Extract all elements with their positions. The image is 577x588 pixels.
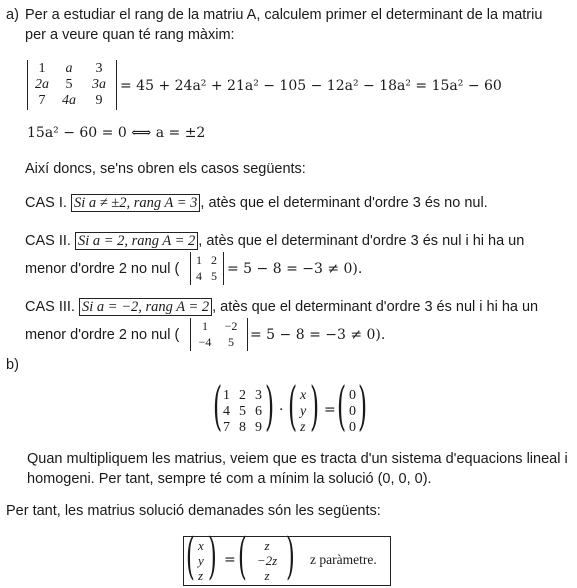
- det-cell: 5: [65, 77, 73, 92]
- case-1: [25, 194, 488, 212]
- det-cell: 1: [38, 61, 46, 76]
- case-1-text: , atès que el determinant d'ordre 3 és no nul.: [200, 195, 488, 211]
- part-a-intro-line2: per a veure quan té rang màxim:: [25, 27, 235, 43]
- minor-cell: 1: [196, 253, 202, 267]
- zero-cell: 0: [349, 420, 356, 435]
- explanation-line1: Quan multipliquem les matrius, veiem que es tracta d'un sistema d'equacions lineal i: [27, 451, 568, 467]
- det-cell: a: [65, 61, 73, 76]
- vector-cell: z: [300, 420, 306, 435]
- det-expansion: = 45 + 24a² + 21a² − 105 − 12a² − 18a² = 15a² − 60: [120, 78, 502, 94]
- minor-cell: −2: [224, 319, 238, 333]
- det-cell: 4a: [62, 93, 76, 108]
- matrix-cell: 5: [239, 404, 246, 419]
- equals-sign: =: [324, 402, 336, 418]
- det-cell: 3: [95, 61, 103, 76]
- solution-rhs-cell: −2z: [256, 553, 278, 568]
- case-3: [25, 298, 538, 316]
- minor-2x2-case3: [190, 318, 248, 351]
- solution-lhs-cell: y: [198, 553, 204, 568]
- part-a-intro-line1: Per a estudiar el rang de la matriu A, calculem primer el determinant de la matriu: [25, 7, 543, 23]
- parameter-text: z paràmetre.: [310, 552, 377, 567]
- zero-cell: 0: [349, 388, 356, 403]
- det-cell: 3a: [92, 77, 106, 92]
- dot-operator: ·: [279, 402, 284, 418]
- conclusion: Per tant, les matrius solució demanades són les següents:: [6, 503, 381, 519]
- matrix-cell: 4: [223, 404, 230, 419]
- right-paren: ): [265, 377, 275, 437]
- case-2-text-line1: , atès que el determinant d'ordre 3 és nul i hi ha un: [198, 233, 525, 249]
- minor-2x2-case2: [190, 252, 224, 285]
- case-3-text-line2-start: menor d'ordre 2 no nul (: [25, 327, 180, 343]
- right-paren: ): [358, 377, 368, 437]
- case-3-text-line1: , atès que el determinant d'ordre 3 és nul i hi ha un: [212, 299, 539, 315]
- vector-cell: x: [300, 388, 307, 403]
- right-paren: ): [310, 377, 320, 437]
- matrix-cell: 6: [255, 404, 262, 419]
- case-1-condition: Si a ≠ ±2, rang A = 3: [71, 194, 200, 212]
- left-paren: (: [186, 527, 195, 585]
- det-cell: 2a: [35, 77, 49, 92]
- matrix-cell: 2: [239, 388, 246, 403]
- matrix-cell: 7: [223, 420, 230, 435]
- case-3-label: CAS III.: [25, 299, 75, 315]
- equation: 15a² − 60 = 0 ⟺ a = ±2: [27, 125, 206, 141]
- right-paren: ): [286, 527, 295, 585]
- solution-rhs-cell: z: [264, 538, 270, 553]
- det-cell: 9: [95, 93, 103, 108]
- solution-lhs-cell: x: [198, 538, 204, 553]
- left-paren: (: [288, 377, 298, 437]
- solution-box: [183, 527, 391, 586]
- explanation-line2: homogeni. Per tant, sempre té com a mínim la solució (0, 0, 0).: [27, 471, 432, 487]
- minor-cell: 4: [196, 269, 202, 283]
- left-paren: (: [337, 377, 347, 437]
- matrix-cell: 9: [255, 420, 262, 435]
- matrix-cell: 8: [239, 420, 246, 435]
- matrix-cell: 1: [223, 388, 230, 403]
- case-2: [25, 232, 524, 250]
- part-a-label: a): [6, 7, 19, 23]
- case-3-condition: Si a = −2, rang A = 2: [79, 298, 212, 316]
- determinant-3x3: [27, 60, 117, 110]
- det-cell: 7: [38, 93, 46, 108]
- left-paren: (: [238, 527, 247, 585]
- minor-cell: 1: [202, 319, 208, 333]
- minor-cell: −4: [198, 335, 212, 349]
- case-1-label: CAS I.: [25, 195, 67, 211]
- part-b-label: b): [6, 357, 19, 373]
- cases-intro: Així doncs, se'ns obren els casos següents:: [25, 161, 306, 177]
- solution-lhs-cell: z: [198, 568, 204, 583]
- minor-cell: 5: [211, 269, 217, 283]
- zero-cell: 0: [349, 404, 356, 419]
- minor-cell: 5: [228, 335, 234, 349]
- case-3-text-line2-end: = 5 − 8 = −3 ≠ 0).: [250, 327, 386, 343]
- matrix-product-equation: [213, 377, 373, 439]
- solution-rhs-cell: z: [264, 568, 270, 583]
- matrix-cell: 3: [255, 388, 262, 403]
- right-paren: ): [208, 527, 217, 585]
- case-2-label: CAS II.: [25, 233, 71, 249]
- case-2-condition: Si a = 2, rang A = 2: [75, 232, 198, 250]
- minor-cell: 2: [211, 253, 217, 267]
- left-paren: (: [213, 377, 223, 437]
- case-2-text-line2-start: menor d'ordre 2 no nul (: [25, 261, 180, 277]
- solution-equals: =: [224, 552, 236, 568]
- vector-cell: y: [300, 404, 307, 419]
- case-2-text-line2-end: = 5 − 8 = −3 ≠ 0).: [227, 261, 363, 277]
